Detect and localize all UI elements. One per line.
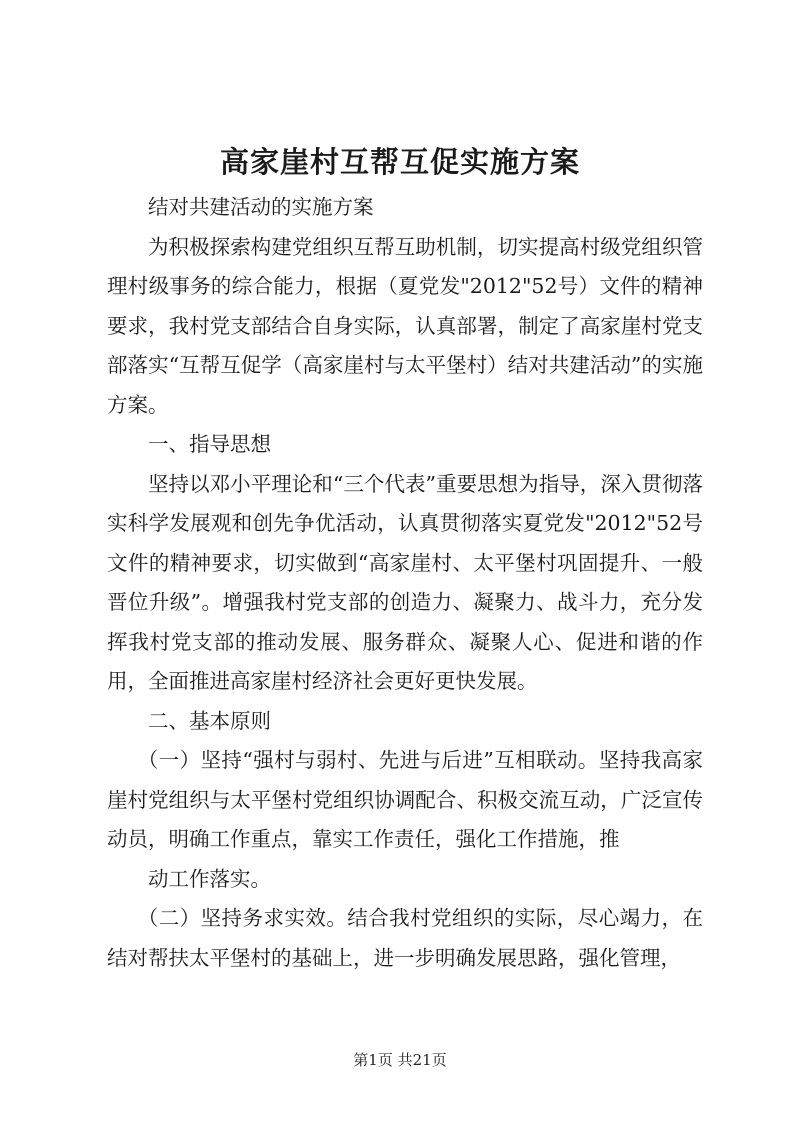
page-footer: 第1页 共21页 (353, 1051, 447, 1069)
section-heading-guiding-thought: 一、指导思想 (148, 432, 271, 456)
paragraph-principle-1-continued: 动工作落实。 (148, 866, 271, 891)
document-title: 高家崖村互帮互促实施方案 (219, 145, 580, 179)
section-heading-basic-principles: 二、基本原则 (148, 708, 271, 733)
paragraph-intro: 为积极探索构建党组织互帮互助机制，切实提高村级党组织管理村级事务的综合能力，根据（夏党发"2012"52号）文件的精神要求，我村党支部结合自身实际，认真部署，制定了高家崖村党支部落实“互帮互促学（高家崖村与太平堡村）结对共建活动”的实施方案。 (107, 234, 703, 417)
paragraph-subtitle: 结对共建活动的实施方案 (148, 195, 374, 219)
paragraph-guiding-thought: 坚持以邓小平理论和“三个代表”重要思想为指导，深入贯彻落实科学发展观和创先争优活动，认真贯彻落实夏党发"2012"52号文件的精神要求，切实做到“高家崖村、太平堡村巩固提升、一般晋位升级”。增强我村党支部的创造力、凝聚力、战斗力，充分发挥我村党支部的推动发展、服务群众、凝聚人心、促进和谐的作用，全面推进高家崖村经济社会更好更快发展。 (107, 471, 703, 693)
paragraph-principle-2: （二）坚持务求实效。结合我村党组织的实际，尽心竭力，在结对帮扶太平堡村的基础上，进一步明确发展思路，强化管理， (107, 906, 703, 970)
document-body (107, 188, 703, 978)
paragraph-principle-1: （一）坚持“强村与弱村、先进与后进”互相联动。坚持我高家崖村党组织与太平堡村党组织协调配合、积极交流互动，广泛宣传动员，明确工作重点，靠实工作责任，强化工作措施，推 (107, 748, 703, 851)
